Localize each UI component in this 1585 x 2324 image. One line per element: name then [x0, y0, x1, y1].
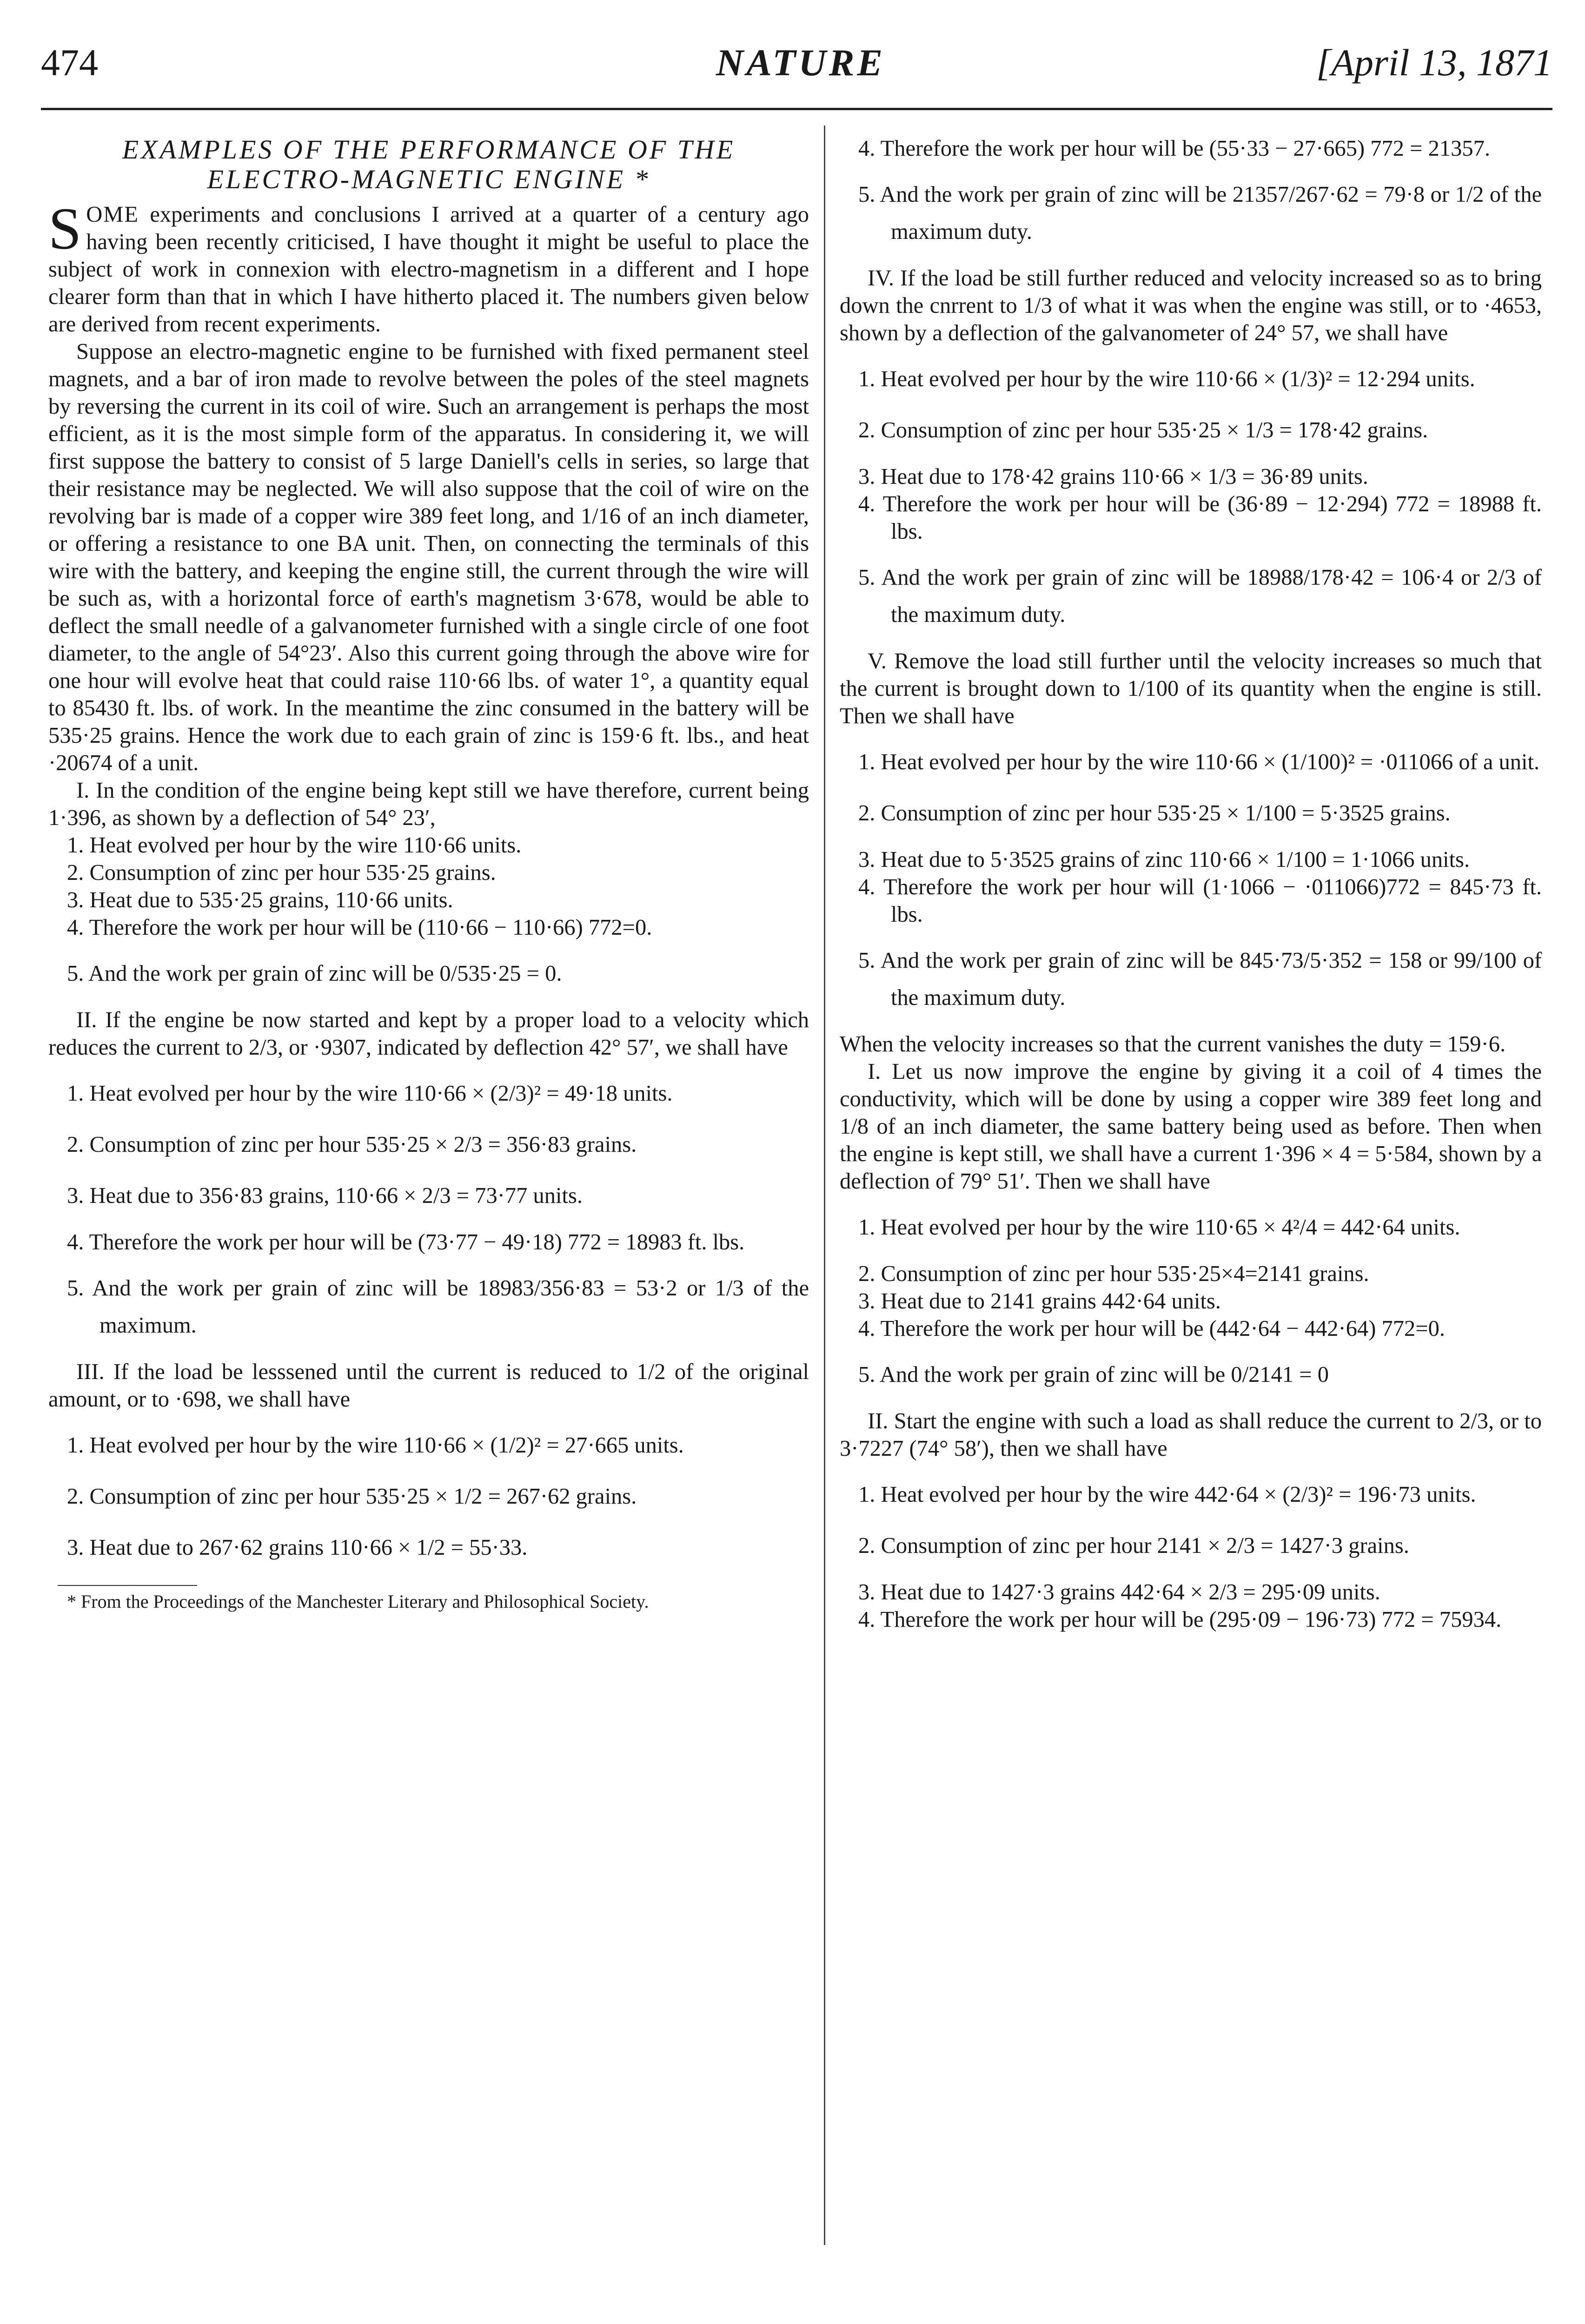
list-item: 1. Heat evolved per hour by the wire 110·66 × (1/2)² = 27·665 units.: [67, 1433, 684, 1458]
list-item: 3. Heat due to 535·25 grains, 110·66 units.: [67, 888, 453, 912]
list-item: 4. Therefore the work per hour will be (73·77 − 49·18) 772 = 18983 ft. lbs.: [67, 1230, 745, 1254]
list-item: 4. Therefore the work per hour will be (36·89 − 12·294) 772 = 18988 ft. lbs.: [858, 492, 1542, 544]
list-item: 4. Therefore the work per hour will be (442·64 − 442·64) 772=0.: [858, 1316, 1445, 1341]
list-item: 2. Consumption of zinc per hour 535·25 × 2/3 = 356·83 grains.: [67, 1132, 637, 1157]
list-item: 3. Heat due to 178·42 grains 110·66 × 1/3 = 36·89 units.: [858, 464, 1368, 489]
journal-title: NATURE: [716, 41, 886, 84]
right-column: [840, 135, 1542, 1633]
list-item: 4. Therefore the work per hour will be (295·09 − 196·73) 772 = 75934.: [858, 1607, 1502, 1632]
list-item: 3. Heat due to 356·83 grains, 110·66 × 2/3 = 73·77 units.: [67, 1183, 583, 1208]
section-1-intro: I. In the condition of the engine being kept still we have therefore, current being 1·396, as shown by a deflection of 54° 23′,: [48, 778, 809, 830]
list-item: 2. Consumption of zinc per hour 2141 × 2/3 = 1427·3 grains.: [858, 1533, 1409, 1558]
paragraph-engine-description: Suppose an electro-magnetic engine to be furnished with fixed permanent steel magnets, and a bar of iron made to revolve between the poles of the steel magnets by reversing the current in its coil of wire. Such an arrangement is perhaps the most efficient, as it is the most simple form of the apparatus. In considering it, we will first suppose the battery to consist of 5 large Daniell's cells in series, so large that their resistance may be neglected. We will also suppose that the coil of wire on the revolving bar is made of a copper wire 389 feet long, and 1/16 of an inch diameter, or offering a resistance to one BA unit. Then, on connecting the terminals of this wire with the battery, and keeping the engine still, the current through the wire will be such as, with a horizontal force of earth's magnetism 3·678, would be able to deflect the small needle of a galvanometer furnished with a single circle of one foot diameter, to the angle of 54°23′. Also this current going through the above wire for one hour will evolve heat that could raise 110·66 lbs. of water 1°, a quantity equal to 85430 ft. lbs. of work. In the meantime the zinc consumed in the battery will be 535·25 grains. Hence the work due to each grain of zinc is 159·6 ft. lbs., and heat ·20674 of a unit.: [48, 339, 809, 775]
improved-engine-list: [840, 1209, 1542, 1393]
list-item: 1. Heat evolved per hour by the wire 110·66 units.: [67, 833, 522, 858]
list-item: 1. Heat evolved per hour by the wire 110·66 × (2/3)² = 49·18 units.: [67, 1081, 673, 1106]
list-item: 1. Heat evolved per hour by the wire 442·64 × (2/3)² = 196·73 units.: [858, 1482, 1476, 1507]
list-item: 5. And the work per grain of zinc will be 845·73/5·352 = 158 or 99/100 of the maximum duty.: [858, 948, 1542, 1010]
section-1-list: [48, 832, 809, 992]
header-rule: [41, 108, 1552, 110]
list-item: 4. Therefore the work per hour will be (110·66 − 110·66) 772=0.: [67, 915, 652, 940]
list-item: 2. Consumption of zinc per hour 535·25×4=2141 grains.: [858, 1261, 1369, 1286]
section-3-list: [48, 1427, 809, 1566]
section-4-intro: IV. If the load be still further reduced and velocity increased so as to bring down the cnrrent to 1/3 of what it was when the engine was still, or to ·4653, shown by a deflection of the galvanometer of 24° 57, we shall have: [840, 266, 1542, 345]
footnote: * From the Proceedings of the Manchester Literary and Philosophical Society.: [67, 1591, 649, 1612]
improved-engine-started-intro: II. Start the engine with such a load as shall reduce the current to 2/3, or to 3·7227 (74° 58′), then we shall have: [840, 1409, 1542, 1461]
list-item: 3. Heat due to 2141 grains 442·64 units.: [858, 1289, 1221, 1314]
footnote-rule: [58, 1585, 197, 1586]
section-3-intro: III. If the load be lesssened until the current is reduced to 1/2 of the original amount, or to ·698, we shall have: [48, 1360, 809, 1412]
list-item: 5. And the work per grain of zinc will be 18983/356·83 = 53·2 or 1/3 of the maximum.: [67, 1276, 809, 1338]
improved-engine-intro: I. Let us now improve the engine by giving it a coil of 4 times the conductivity, which will be done by using a copper wire 389 feet long and 1/8 of an inch diameter, the same battery being used as before. Then when the engine is kept still, we shall have a current 1·396 × 4 = 5·584, shown by a deflection of 79° 51′. Then we shall have: [840, 1059, 1542, 1194]
left-column: [48, 135, 809, 1613]
page-number: 474: [41, 41, 98, 84]
intro-text: experiments and conclusions I arrived at a quarter of a century ago having been recently criticised, I have thought it might be useful to place the subject of work in connexion with electro-magnetism in a different and I hope clearer form than that in which I have hitherto placed it. The numbers given below are derived from recent experiments.: [48, 202, 809, 337]
list-item: 2. Consumption of zinc per hour 535·25 × 1/2 = 267·62 grains.: [67, 1484, 637, 1509]
list-item: 2. Consumption of zinc per hour 535·25 × 1/100 = 5·3525 grains.: [858, 801, 1451, 825]
list-item: 3. Heat due to 5·3525 grains of zinc 110·66 × 1/100 = 1·1066 units.: [858, 847, 1470, 872]
list-item: 1. Heat evolved per hour by the wire 110·66 × (1/100)² = ·011066 of a unit.: [858, 750, 1540, 774]
section-3-list-continued: [840, 135, 1542, 251]
list-item: 4. Therefore the work per hour will be (55·33 − 27·665) 772 = 21357.: [858, 136, 1490, 161]
section-2-intro: II. If the engine be now started and kept by a proper load to a velocity which reduces the current to 2/3, or ·9307, indicated by deflection 42° 57′, we shall have: [48, 1008, 809, 1060]
list-item: 1. Heat evolved per hour by the wire 110·65 × 4²/4 = 442·64 units.: [858, 1215, 1460, 1240]
section-4-list: [840, 361, 1542, 634]
column-divider: [824, 125, 825, 2245]
list-item: 3. Heat due to 1427·3 grains 442·64 × 2/3 = 295·09 units.: [858, 1580, 1380, 1604]
list-item: 2. Consumption of zinc per hour 535·25 grains.: [67, 860, 496, 885]
section-2-list: [48, 1075, 809, 1344]
drop-cap: S: [48, 196, 82, 262]
list-item: 4. Therefore the work per hour will (1·1066 − ·011066)772 = 845·73 ft. lbs.: [858, 875, 1542, 927]
section-5-intro: V. Remove the load still further until the velocity increases so much that the current is brought down to 1/100 of its quantity when the engine is still. Then we shall have: [840, 649, 1542, 728]
list-item: 1. Heat evolved per hour by the wire 110·66 × (1/3)² = 12·294 units.: [858, 367, 1475, 391]
article-title: EXAMPLES OF THE PERFORMANCE OF THE ELECTRO-MAGNETIC ENGINE *: [122, 134, 736, 194]
section-5-list: [840, 744, 1542, 1017]
issue-date: [April 13, 1871: [1316, 41, 1552, 84]
list-item: 5. And the work per grain of zinc will be 0/535·25 = 0.: [67, 961, 562, 986]
improved-engine-started-list: [840, 1476, 1542, 1633]
intro-smallcaps: OME: [86, 202, 139, 227]
intro-paragraph: [48, 196, 809, 338]
list-item: 5. And the work per grain of zinc will be 0/2141 = 0: [858, 1362, 1329, 1387]
list-item: 3. Heat due to 267·62 grains 110·66 × 1/2 = 55·33.: [67, 1535, 528, 1560]
list-item: 5. And the work per grain of zinc will be 21357/267·62 = 79·8 or 1/2 of the maximum duty.: [858, 182, 1542, 244]
list-item: 5. And the work per grain of zinc will be 18988/178·42 = 106·4 or 2/3 of the maximum duty.: [858, 565, 1542, 627]
vanishing-current-note: When the velocity increases so that the current vanishes the duty = 159·6.: [840, 1032, 1506, 1056]
list-item: 2. Consumption of zinc per hour 535·25 × 1/3 = 178·42 grains.: [858, 418, 1428, 442]
